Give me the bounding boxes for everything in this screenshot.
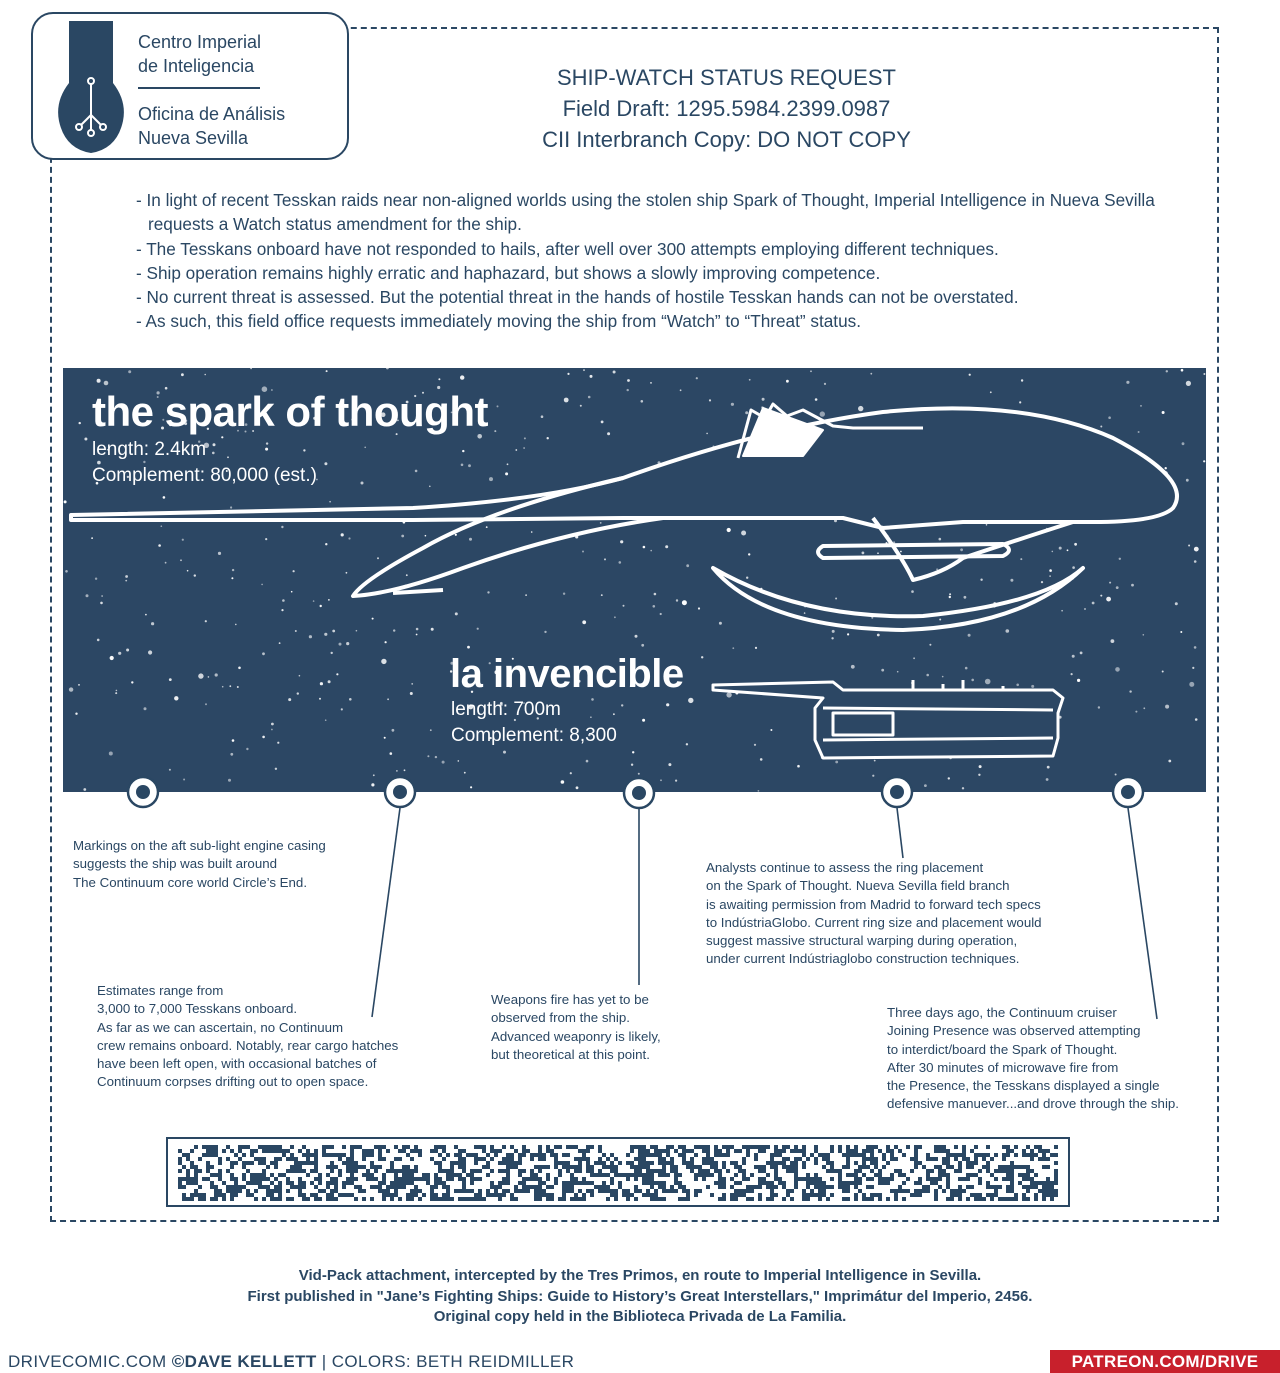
callout-note-weapons bbox=[491, 991, 661, 1064]
note-line: As far as we can ascertain, no Continuum bbox=[97, 1019, 344, 1035]
note-line: the Presence, the Tesskans displayed a single bbox=[887, 1078, 1160, 1094]
agency-name-line2: de Inteligencia bbox=[138, 56, 255, 76]
footer-colorist: COLORS: BETH REIDMILLER bbox=[331, 1352, 575, 1371]
note-line: suggests the ship was built around bbox=[73, 856, 278, 872]
note-line: have been left open, with occasional batches of bbox=[97, 1056, 377, 1072]
credits-line3: Original copy held in the Biblioteca Privada de La Familia. bbox=[433, 1308, 847, 1325]
barcode-box bbox=[166, 1137, 1070, 1207]
office-name-line2: Nueva Sevilla bbox=[138, 128, 249, 148]
callout-marker bbox=[882, 777, 912, 807]
encoded-barcode bbox=[168, 1139, 1068, 1205]
bullet-item: - In light of recent Tesskan raids near non-aligned worlds using the stolen ship Spark of Thought, Imperial Intelligence in Nueva Sevilla requests a Watch status amendment for the ship. bbox=[136, 190, 1155, 235]
note-line: is awaiting permission from Madrid to forward tech specs bbox=[706, 896, 1041, 912]
footer-author: ©DAVE KELLETT bbox=[171, 1352, 317, 1371]
footer-site-link[interactable]: DRIVECOMIC.COM bbox=[8, 1352, 167, 1371]
office-name-line1: Oficina de Análisis bbox=[138, 104, 286, 124]
callout-marker bbox=[385, 777, 415, 807]
note-line: Joining Presence was observed attempting bbox=[887, 1023, 1141, 1039]
invencible-complement: Complement: 8,300 bbox=[451, 725, 617, 746]
note-line: The Continuum core world Circle’s End. bbox=[73, 874, 308, 890]
note-line: to interdict/board the Spark of Thought. bbox=[887, 1041, 1118, 1057]
credits-line2: First published in "Jane’s Fighting Ships: Guide to History’s Great Interstellars," Imprimátur del Imperio, 2456. bbox=[247, 1287, 1033, 1305]
footer-credits bbox=[8, 1352, 574, 1372]
publication-credits bbox=[0, 1266, 1280, 1328]
note-line: Advanced weaponry is likely, bbox=[491, 1028, 661, 1044]
title-line3: CII Interbranch Copy: DO NOT COPY bbox=[542, 127, 911, 152]
spark-ship-name: the spark of thought bbox=[92, 388, 488, 435]
note-line: observed from the ship. bbox=[491, 1010, 630, 1026]
note-line: Three days ago, the Continuum cruiser bbox=[887, 1005, 1117, 1020]
spark-complement: Complement: 80,000 (est.) bbox=[92, 465, 317, 486]
bullet-item: - No current threat is assessed. But the potential threat in the hands of hostile Tesskan hands can not be overstated. bbox=[136, 287, 1019, 308]
agency-name-line1: Centro Imperial bbox=[138, 32, 262, 52]
note-line: 3,000 to 7,000 Tesskans onboard. bbox=[97, 1001, 298, 1017]
footer-separator: | bbox=[321, 1352, 327, 1371]
title-line1: SHIP-WATCH STATUS REQUEST bbox=[557, 65, 896, 90]
credits-line1: Vid-Pack attachment, intercepted by the Tres Primos, en route to Imperial Intelligence in Sevilla. bbox=[298, 1267, 982, 1284]
invencible-ship-name: la invencible bbox=[450, 652, 684, 696]
note-line: defensive manuever...and drove through the ship. bbox=[887, 1096, 1179, 1112]
bullet-item: - The Tesskans onboard have not responded to hails, after well over 300 attempts employing different techniques. bbox=[136, 238, 999, 259]
callout-note-ring-placement bbox=[706, 859, 1042, 969]
note-line: Markings on the aft sub-light engine casing bbox=[73, 838, 326, 853]
note-line: under current Indústriaglobo construction techniques. bbox=[706, 951, 1020, 967]
invencible-length: length: 700m bbox=[451, 699, 561, 720]
note-line: After 30 minutes of microwave fire from bbox=[887, 1059, 1119, 1075]
callout-note-crew-estimates bbox=[97, 982, 398, 1092]
note-line: suggest massive structural warping during operation, bbox=[706, 933, 1018, 949]
note-line: Continuum corpses drifting out to open space. bbox=[97, 1074, 369, 1090]
note-line: Weapons fire has yet to be bbox=[491, 992, 649, 1007]
note-line: Analysts continue to assess the ring placement bbox=[706, 860, 984, 875]
callout-note-engine-markings bbox=[73, 837, 326, 892]
note-line: but theoretical at this point. bbox=[491, 1046, 650, 1062]
note-line: Estimates range from bbox=[97, 983, 224, 998]
callout-marker bbox=[128, 777, 158, 807]
note-line: to IndústriaGlobo. Current ring size and placement would bbox=[706, 914, 1042, 930]
title-line2: Field Draft: 1295.5984.2399.0987 bbox=[562, 96, 891, 121]
patreon-link[interactable]: PATREON.COM/DRIVE bbox=[1050, 1350, 1280, 1373]
spark-length: length: 2.4km bbox=[92, 439, 207, 460]
callout-marker bbox=[1113, 777, 1143, 807]
callout-note-joining-presence bbox=[887, 1004, 1179, 1114]
bullet-item: - As such, this field office requests immediately moving the ship from “Watch” to “Threat” status. bbox=[136, 311, 862, 332]
callout-marker bbox=[624, 778, 654, 808]
note-line: crew remains onboard. Notably, rear cargo hatches bbox=[97, 1037, 399, 1053]
note-line: on the Spark of Thought. Nueva Sevilla field branch bbox=[706, 878, 1010, 894]
bullet-item: - Ship operation remains highly erratic and haphazard, but shows a slowly improving competence. bbox=[136, 262, 881, 283]
